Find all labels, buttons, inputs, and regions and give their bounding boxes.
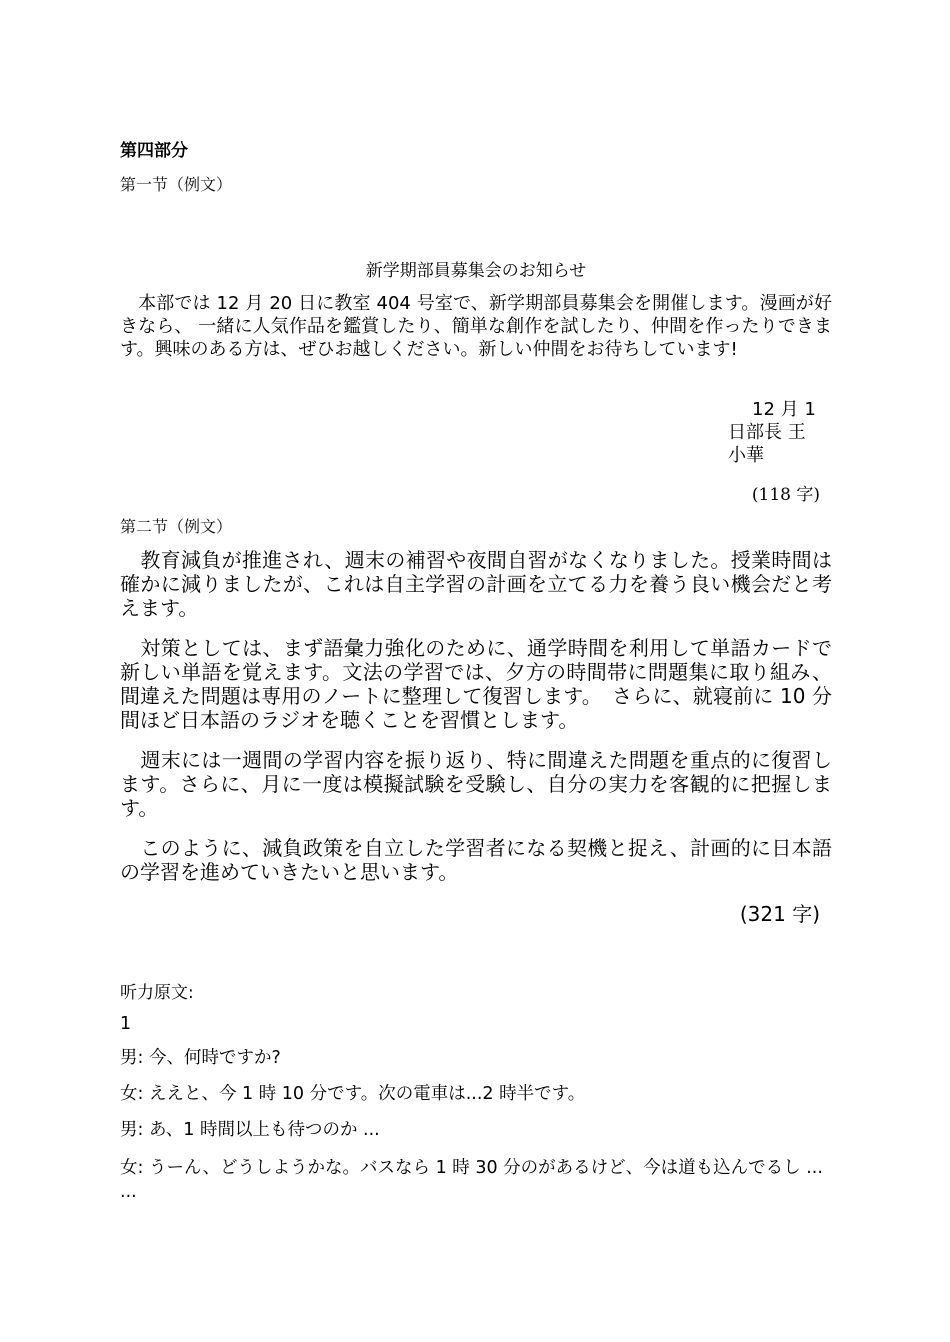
part-heading: 第四部分 [120, 141, 188, 161]
notice-title: 新学期部員募集会のお知らせ [365, 261, 587, 281]
section2-label: 第二节（例文） [120, 517, 233, 536]
essay-paragraph: 教育減負が推進され、週末の補習や夜間自習がなくなりました。授業時間は確かに減りましたが、これは自主学習の計画を立てる力を養う良い機会だと考えます。 [120, 548, 832, 620]
notice-body: 本部では 12 月 20 日に教室 404 号室で、新学期部員募集会を開催します。漫画が好きなら、 一緒に人気作品を鑑賞したり、簡単な創作を試したり、仲間を作ったりできます。興味のある方は、ぜひお越しください。新しい仲間をお待ちしています! [120, 293, 832, 360]
section1-label: 第一节（例文） [120, 175, 233, 194]
dialogue-line: 男: 今、何時ですか? [120, 1048, 281, 1068]
essay-paragraph: 週末には一週間の学習内容を振り返り、特に間違えた問題を重点的に復習します。さらに、月に一度は模擬試験を受験し、自分の実力を客観的に把握します。 [120, 748, 832, 820]
notice-signer-line2: 小華 [728, 445, 764, 466]
listening-title: 听力原文: [120, 983, 194, 1003]
dialogue-number: 1 [120, 1014, 132, 1034]
notice-signer-line1: 日部長 王 [728, 422, 806, 443]
notice-signature [728, 398, 828, 467]
dialogue-line: 男: あ、1 時間以上も待つのか ... [120, 1120, 380, 1140]
notice-word-count: (118 字) [751, 485, 820, 505]
essay-paragraph: このように、減負政策を自立した学習者になる契機と捉え、計画的に日本語の学習を進めていきたいと思います。 [120, 836, 832, 884]
dialogue-line: 女: ええと、今 1 時 10 分です。次の電車は...2 時半です。 [120, 1084, 586, 1104]
dialogue-line: 女: うーん、どうしようかな。バスなら 1 時 30 分のがあるけど、今は道も込んでるし ... ... [120, 1158, 823, 1202]
essay-paragraph: 対策としては、まず語彙力強化のために、通学時間を利用して単語カードで新しい単語を覚えます。文法の学習では、夕方の時間帯に問題集に取り組み、間違えた問題は専用のノートに整理して復習します。 さらに、就寝前に 10 分間ほど日本語のラジオを聴くことを習慣とします。 [120, 636, 832, 732]
essay-word-count: (321 字) [739, 902, 820, 926]
notice-date: 12 月 1 [752, 399, 816, 420]
